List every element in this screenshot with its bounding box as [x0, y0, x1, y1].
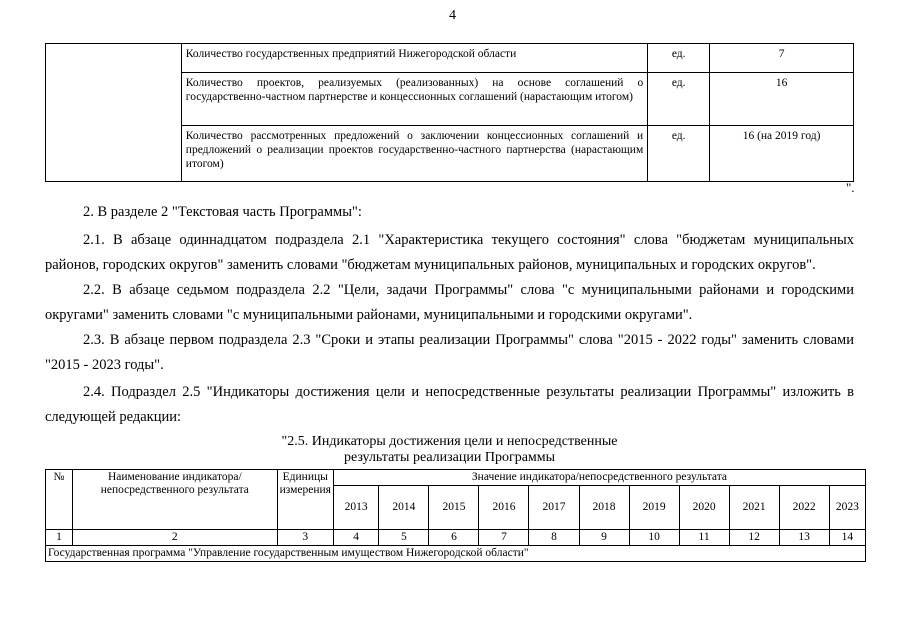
paragraph-2-2: 2.2. В абзаце седьмом подраздела 2.2 "Цели, задачи Программы" слова "с муниципальными районами и городскими округами" заменить словами "с муниципальными районами, муниципальными и городскими округами". — [45, 282, 854, 323]
value-cell: 16 (на 2019 год) — [710, 126, 854, 182]
section-title-line-1: "2.5. Индикаторы достижения цели и непосредственные — [281, 434, 618, 449]
column-index: 14 — [829, 530, 865, 546]
indicator-cell: Количество государственных предприятий Нижегородской области — [181, 44, 647, 73]
column-index: 8 — [529, 530, 579, 546]
column-index: 3 — [277, 530, 333, 546]
paragraph-2-3: 2.3. В абзаце первом подраздела 2.3 "Сроки и этапы реализации Программы" слова "2015 - 2022 годы" заменить словами "2015 - 2023 годы". — [45, 332, 854, 373]
year-header: 2018 — [579, 486, 629, 530]
header-values: Значение индикатора/непосредственного результата — [333, 470, 865, 486]
column-index: 6 — [429, 530, 479, 546]
page-number: 4 — [449, 8, 456, 23]
value-cell: 7 — [710, 44, 854, 73]
year-header: 2017 — [529, 486, 579, 530]
column-index: 13 — [779, 530, 829, 546]
table-row — [46, 44, 854, 73]
program-row — [46, 546, 866, 562]
year-header: 2014 — [379, 486, 429, 530]
column-index-row — [46, 530, 866, 546]
paragraph-section-2: 2. В разделе 2 "Текстовая часть Программы": — [83, 204, 362, 220]
section-title — [45, 434, 854, 466]
column-index: 7 — [479, 530, 529, 546]
year-header: 2019 — [629, 486, 679, 530]
value-cell: 16 — [710, 73, 854, 126]
year-header: 2020 — [679, 486, 729, 530]
year-header: 2015 — [429, 486, 479, 530]
indicator-continuation-table — [45, 43, 854, 182]
header-number: № — [46, 470, 73, 530]
header-unit: Единицы измерения — [277, 470, 333, 530]
column-index: 9 — [579, 530, 629, 546]
year-header: 2016 — [479, 486, 529, 530]
year-header: 2013 — [333, 486, 378, 530]
indicator-cell: Количество рассмотренных предложений о заключении концессионных соглашений и предложений о реализации проектов государственно-частного партнерства (нарастающим итогом) — [181, 126, 647, 182]
column-index: 4 — [333, 530, 378, 546]
year-header: 2022 — [779, 486, 829, 530]
column-index: 12 — [729, 530, 779, 546]
column-index: 2 — [73, 530, 278, 546]
unit-cell: ед. — [648, 73, 710, 126]
paragraph-2-1: 2.1. В абзаце одиннадцатом подраздела 2.1 "Характеристика текущего состояния" слова "бюджетам муниципальных районов, городских округов" заменить словами "бюджетам муниципальных районов, муниципальных и городских округов". — [45, 232, 854, 273]
section-title-line-2: результаты реализации Программы — [343, 450, 556, 465]
column-index: 1 — [46, 530, 73, 546]
empty-cell — [46, 44, 182, 182]
table-header-row — [46, 470, 866, 486]
column-index: 5 — [379, 530, 429, 546]
header-name: Наименование индикатора/непосредственного результата — [73, 470, 278, 530]
year-header: 2023 — [829, 486, 865, 530]
program-name-cell: Государственная программа "Управление государственным имуществом Нижегородской области" — [46, 546, 866, 562]
column-index: 10 — [629, 530, 679, 546]
indicators-table — [45, 469, 866, 562]
column-index: 11 — [679, 530, 729, 546]
unit-cell: ед. — [648, 126, 710, 182]
closing-quote: ". — [846, 180, 855, 195]
paragraph-2-4: 2.4. Подраздел 2.5 "Индикаторы достижения цели и непосредственные результаты реализации Программы" изложить в следующей редакции: — [45, 384, 854, 425]
year-header: 2021 — [729, 486, 779, 530]
indicator-cell: Количество проектов, реализуемых (реализованных) на основе соглашений о государственно-частном партнерстве и концессионных соглашений (нарастающим итогом) — [181, 73, 647, 126]
unit-cell: ед. — [648, 44, 710, 73]
